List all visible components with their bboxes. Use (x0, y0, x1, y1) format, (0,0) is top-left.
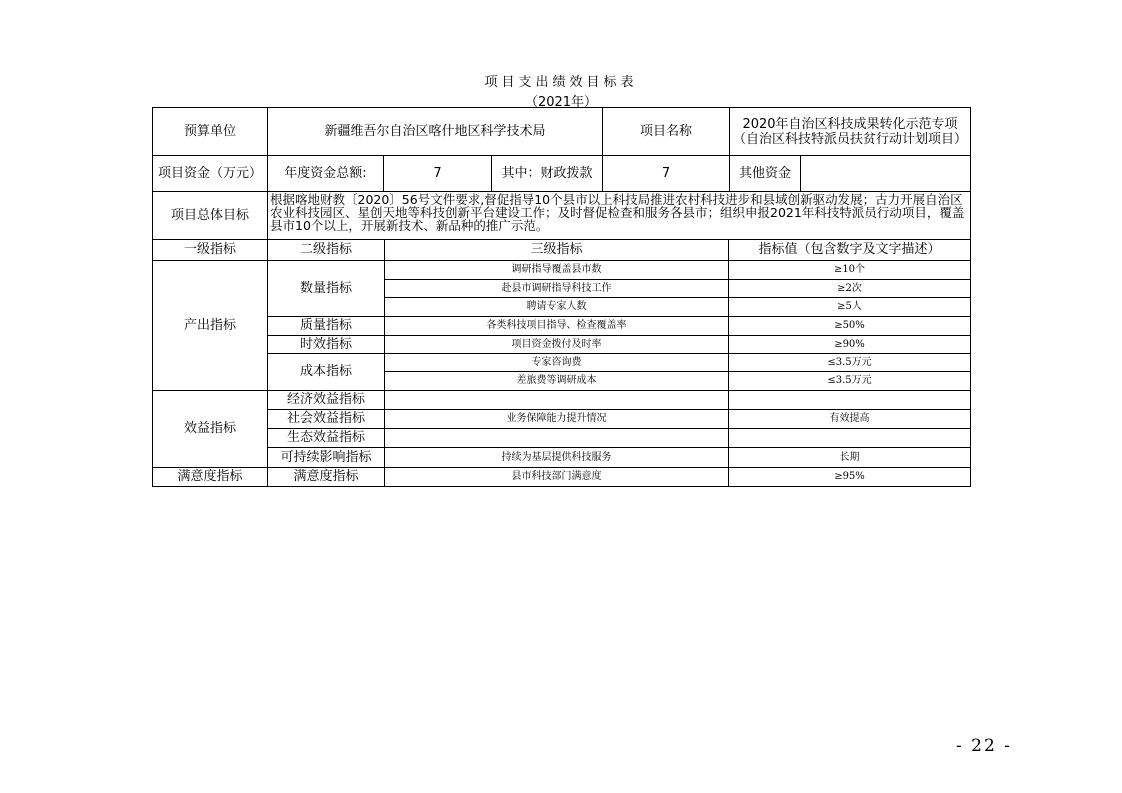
table-row (152, 372, 971, 391)
level3-name: 县市科技部门满意度 (385, 468, 729, 487)
level3-header: 三级指标 (385, 240, 729, 261)
level3-value: ≤3.5万元 (729, 372, 971, 391)
level3-name: 聘请专家人数 (385, 298, 729, 317)
other-funds-value (801, 156, 971, 192)
table-row (152, 429, 971, 448)
benefit-indicators-group: 效益指标 (152, 391, 268, 468)
page-number: - 22 - (956, 736, 1012, 756)
cost-indicator: 成本指标 (268, 354, 385, 391)
funds-label: 项目资金（万元） (152, 156, 268, 192)
satisfaction-indicators-group: 满意度指标 (152, 468, 268, 487)
overall-goal-text: 根据喀地财教〔2020〕56号文件要求,督促指导10个县市以上科技局推进农村科技进步和县域创新驱动发展；古力开展自治区农业科技园区、星创天地等科技创新平台建设工作；及时督促检查和服务各县市；组织申报2021年科技特派员行动项目，覆盖县市10个以上，开展新技术、新品种的推广示范。 (268, 192, 971, 240)
level3-name: 持续为基层提供科技服务 (385, 448, 729, 468)
level3-value: 长期 (729, 448, 971, 468)
table-row (152, 391, 971, 410)
table-row (152, 280, 971, 298)
funds-row (152, 156, 971, 192)
overall-goal-row (152, 192, 971, 240)
budget-unit-value: 新疆维吾尔自治区喀什地区科学技术局 (268, 107, 603, 156)
level3-value: ≤3.5万元 (729, 354, 971, 372)
level3-value: ≥10个 (729, 261, 971, 280)
indicator-value-header: 指标值（包含数字及文字描述） (729, 240, 971, 261)
level3-name: 各类科技项目指导、检查覆盖率 (385, 317, 729, 336)
level3-name (385, 391, 729, 410)
level3-value (729, 391, 971, 410)
quality-indicator: 质量指标 (268, 317, 385, 336)
table-row (152, 468, 971, 487)
level3-name: 差旅费等调研成本 (385, 372, 729, 391)
fiscal-value: 7 (603, 156, 730, 192)
level3-value: ≥50% (729, 317, 971, 336)
level3-value: 有效提高 (729, 410, 971, 429)
annual-total-label: 年度资金总额: (268, 156, 384, 192)
level3-name: 调研指导覆盖县市数 (385, 261, 729, 280)
level3-value: ≥5人 (729, 298, 971, 317)
annual-total-value: 7 (384, 156, 492, 192)
level3-name: 项目资金拨付及时率 (385, 336, 729, 354)
level1-header: 一级指标 (152, 240, 268, 261)
indicator-header-row (152, 240, 971, 261)
level3-value: ≥2次 (729, 280, 971, 298)
fiscal-label: 其中：财政拨款 (492, 156, 603, 192)
level3-value (729, 429, 971, 448)
sustainable-impact-indicator: 可持续影响指标 (268, 448, 385, 468)
other-funds-label: 其他资金 (730, 156, 801, 192)
table-year: （2021年） (524, 95, 598, 110)
project-name-label: 项目名称 (603, 107, 730, 156)
timeliness-indicator: 时效指标 (268, 336, 385, 354)
table-row (152, 336, 971, 354)
table-row (152, 261, 971, 280)
level3-value: ≥90% (729, 336, 971, 354)
level3-name: 专家咨询费 (385, 354, 729, 372)
budget-unit-row (152, 107, 971, 156)
level3-value: ≥95% (729, 468, 971, 487)
table-row (152, 317, 971, 336)
ecological-benefit-indicator: 生态效益指标 (268, 429, 385, 448)
economic-benefit-indicator: 经济效益指标 (268, 391, 385, 410)
budget-unit-label: 预算单位 (152, 107, 268, 156)
table-row (152, 448, 971, 468)
satisfaction-indicator: 满意度指标 (268, 468, 385, 487)
table-title: 项目支出绩效目标表 (484, 75, 638, 90)
quantity-indicator: 数量指标 (268, 261, 385, 317)
level3-name: 赴县市调研指导科技工作 (385, 280, 729, 298)
table-row (152, 354, 971, 372)
level3-name (385, 429, 729, 448)
table-row (152, 298, 971, 317)
social-benefit-indicator: 社会效益指标 (268, 410, 385, 429)
output-indicators-group: 产出指标 (152, 261, 268, 391)
level2-header: 二级指标 (268, 240, 385, 261)
level3-name: 业务保障能力提升情况 (385, 410, 729, 429)
project-name-value: 2020年自治区科技成果转化示范专项（自治区科技特派员扶贫行动计划项目） (730, 107, 971, 156)
overall-goal-label: 项目总体目标 (152, 192, 268, 240)
table-row (152, 410, 971, 429)
